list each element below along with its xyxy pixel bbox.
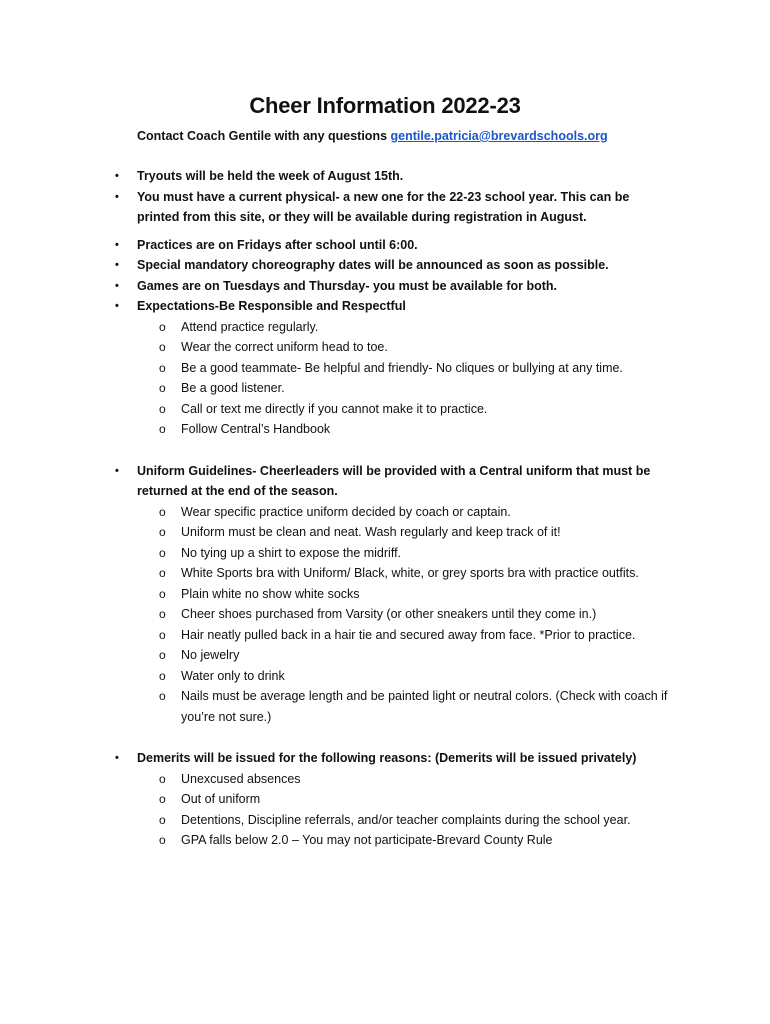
sub-item-text: Plain white no show white socks (181, 586, 360, 601)
sub-bullet-glyph: o (159, 627, 166, 642)
sub-item (0, 399, 770, 420)
sub-item-text: No jewelry (181, 648, 240, 662)
bullet-group-uniform (0, 461, 770, 728)
sub-bullet-glyph: o (159, 340, 166, 354)
bullet-glyph: • (115, 190, 119, 203)
sub-bullet-glyph: o (159, 504, 166, 519)
bullet-glyph: • (115, 170, 119, 182)
sub-bullet-glyph: o (159, 689, 166, 703)
sub-item (0, 666, 770, 687)
sub-item (0, 502, 770, 523)
sub-item (0, 543, 770, 564)
sub-item (0, 317, 770, 338)
bullet-text: Special mandatory choreography dates will be announced as soon as possible. (137, 258, 609, 272)
sub-bullet-glyph: o (159, 771, 166, 786)
bullet-item-tryouts (0, 166, 770, 187)
page-title: Cheer Information 2022-23 (249, 93, 521, 118)
sub-item (0, 789, 770, 810)
bullet-text: Expectations-Be Responsible and Respectful (137, 299, 406, 313)
sub-bullet-glyph: o (159, 586, 166, 601)
sub-item (0, 358, 770, 379)
sub-item-text: Detentions, Discipline referrals, and/or teacher complaints during the school year. (181, 812, 631, 827)
sub-item-text: White Sports bra with Uniform/ Black, white, or grey sports bra with practice outfits. (181, 566, 639, 580)
bullet-glyph: • (115, 279, 119, 292)
bullet-item-uniform (0, 461, 770, 502)
sub-item-text: Hair neatly pulled back in a hair tie and secured away from face. *Prior to practice. (181, 627, 636, 642)
sub-item-text: Follow Central’s Handbook (181, 422, 331, 436)
bullet-item-demerits (0, 748, 770, 769)
sub-item-text: Call or text me directly if you cannot make it to practice. (181, 401, 488, 416)
bullet-item-practices (0, 235, 770, 256)
bullet-content (0, 166, 770, 851)
bullet-text: Tryouts will be held the week of August 15th. (137, 169, 404, 183)
sub-item (0, 686, 770, 727)
sub-item (0, 769, 770, 790)
bullet-text: Uniform Guidelines- Cheerleaders will be provided with a Central uniform that must be returned at the end of the season. (137, 463, 651, 498)
sub-item (0, 830, 770, 851)
sub-item-text: Wear specific practice uniform decided by coach or captain. (181, 504, 511, 519)
sub-item-text: Attend practice regularly. (181, 319, 319, 334)
sub-bullet-glyph: o (159, 607, 166, 621)
sub-item-text: GPA falls below 2.0 – You may not participate-Brevard County Rule (181, 833, 553, 847)
sub-item-text: Be a good teammate- Be helpful and friendly- No cliques or bullying at any time. (181, 360, 623, 375)
bullet-text: Practices are on Fridays after school until 6:00. (137, 237, 418, 252)
sub-bullet-glyph: o (159, 833, 166, 847)
bullet-group-demerits (0, 748, 770, 851)
sub-item (0, 563, 770, 584)
bullet-item-games (0, 276, 770, 297)
sub-item-text: Nails must be average length and be painted light or neutral colors. (Check with coach if you’re not sure.) (181, 689, 668, 724)
sub-item-text: Unexcused absences (181, 771, 301, 786)
sub-item (0, 584, 770, 605)
bullet-item-expectations (0, 296, 770, 317)
sub-item (0, 810, 770, 831)
sub-item (0, 337, 770, 358)
sub-item-text: Be a good listener. (181, 381, 285, 395)
sub-item-text: No tying up a shirt to expose the midriff. (181, 545, 402, 560)
bullet-item-choreography (0, 255, 770, 276)
sub-bullet-glyph: o (159, 566, 166, 580)
sub-item-text: Wear the correct uniform head to toe. (181, 340, 388, 354)
sub-bullet-glyph: o (159, 401, 166, 416)
bullet-glyph: • (115, 259, 119, 271)
sub-bullet-glyph: o (159, 525, 166, 539)
sub-item (0, 378, 770, 399)
sub-bullet-glyph: o (159, 545, 166, 560)
sub-item (0, 604, 770, 625)
contact-text: Contact Coach Gentile with any questions (137, 129, 391, 143)
sub-item-text: Water only to drink (181, 668, 285, 683)
sub-item (0, 625, 770, 646)
sub-bullet-glyph: o (159, 668, 166, 683)
bullet-glyph: • (115, 238, 119, 251)
sub-bullet-glyph: o (159, 381, 166, 395)
bullet-item-physical (0, 187, 770, 228)
bullet-glyph: • (115, 300, 119, 312)
bullet-text: Demerits will be issued for the following reasons: (Demerits will be issued privately) (137, 751, 637, 765)
bullet-group-tryouts (0, 166, 770, 228)
sub-item-text: Out of uniform (181, 792, 261, 806)
sub-item-text: Cheer shoes purchased from Varsity (or other sneakers until they come in.) (181, 607, 597, 621)
sub-item (0, 645, 770, 666)
sub-bullet-glyph: o (159, 360, 166, 375)
email-link[interactable]: gentile.patricia@brevardschools.org (390, 129, 608, 143)
sub-item (0, 522, 770, 543)
sub-bullet-glyph: o (159, 792, 166, 806)
bullet-glyph: • (115, 464, 119, 477)
sub-bullet-glyph: o (159, 319, 166, 334)
contact-line (137, 129, 608, 143)
sub-bullet-glyph: o (159, 648, 166, 662)
bullet-text: Games are on Tuesdays and Thursday- you must be available for both. (137, 278, 558, 293)
bullet-group-practices (0, 235, 770, 440)
sub-item-text: Uniform must be clean and neat. Wash regularly and keep track of it! (181, 525, 561, 539)
sub-item (0, 419, 770, 440)
bullet-text: You must have a current physical- a new one for the 22-23 school year. This can be printed from this site, or they will be available during registration in August. (137, 189, 630, 224)
sub-bullet-glyph: o (159, 422, 166, 436)
bullet-glyph: • (115, 752, 119, 764)
sub-bullet-glyph: o (159, 812, 166, 827)
